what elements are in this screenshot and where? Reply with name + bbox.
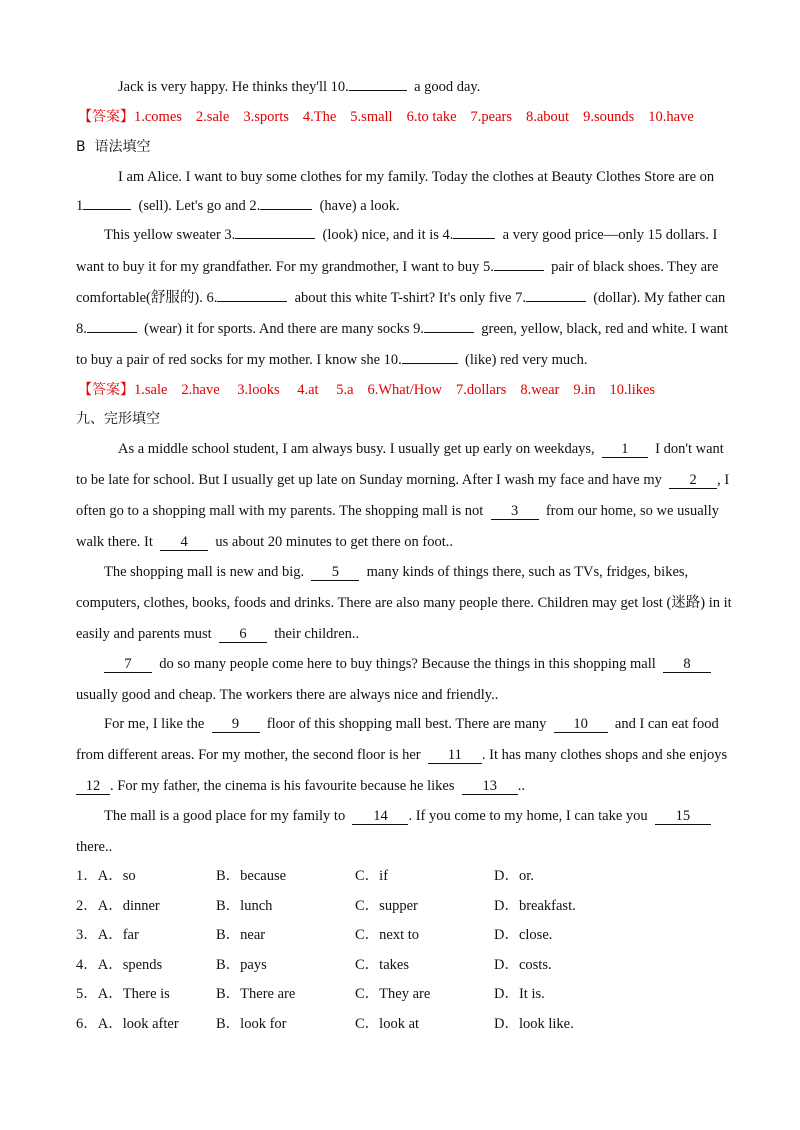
answer-option[interactable]: C．if bbox=[355, 868, 389, 884]
passage-line bbox=[76, 777, 726, 795]
answer-option[interactable]: D．breakfast. bbox=[494, 898, 576, 914]
answer-blank[interactable]: 1 bbox=[602, 442, 648, 458]
passage-text: to be late for school. But I usually get up late on Sunday morning. After I wash my face and have my bbox=[76, 472, 670, 488]
passage-text: 1 bbox=[76, 198, 84, 214]
answer-blank[interactable]: 12 bbox=[76, 779, 110, 795]
passage-line bbox=[76, 686, 726, 704]
answer-key-item: 8.about bbox=[526, 109, 570, 125]
answer-blank[interactable]: 5 bbox=[311, 565, 359, 581]
answer-option[interactable]: D．It is. bbox=[494, 986, 545, 1002]
answer-blank[interactable] bbox=[494, 270, 544, 271]
passage-text: , I bbox=[717, 472, 730, 488]
answer-option[interactable]: 2．A．dinner bbox=[76, 898, 160, 914]
answer-option[interactable]: D．look like. bbox=[494, 1016, 574, 1032]
answer-key-item: 2.sale bbox=[195, 109, 230, 125]
passage-text: computers, clothes, books, foods and drinks. There are also many people there. Children may get lost (迷路) in it bbox=[76, 595, 732, 611]
answer-key-item: 4.at bbox=[293, 382, 319, 398]
answer-blank[interactable] bbox=[402, 363, 458, 364]
answer-option[interactable]: 5．A．There is bbox=[76, 986, 170, 1002]
passage-text: I am Alice. I want to buy some clothes for my family. Today the clothes at Beauty Clothes Store are on bbox=[118, 169, 715, 185]
answer-option[interactable]: B．pays bbox=[216, 957, 267, 973]
answer-key-item: 1.sale bbox=[134, 382, 168, 398]
passage-text: (wear) it for sports. And there are many socks 9. bbox=[136, 321, 424, 337]
passage-line bbox=[76, 197, 726, 215]
answer-blank[interactable] bbox=[349, 90, 407, 91]
answer-blank[interactable]: 8 bbox=[663, 657, 711, 673]
passage-text: For me, I like the bbox=[104, 716, 212, 732]
answer-option[interactable]: 3．A．far bbox=[76, 927, 139, 943]
answer-key-item: 6.What/How bbox=[367, 382, 442, 398]
passage-line bbox=[76, 655, 754, 673]
answer-blank[interactable]: 6 bbox=[219, 627, 267, 643]
passage-text: Jack is very happy. He thinks they'll 10. bbox=[118, 79, 349, 95]
question-options-row bbox=[76, 897, 726, 915]
passage-line bbox=[76, 440, 768, 458]
answer-blank[interactable] bbox=[235, 238, 315, 239]
passage-line bbox=[76, 168, 768, 186]
passage-text: about this white T-shirt? It's only five 7. bbox=[287, 290, 526, 306]
answer-option[interactable]: B．look for bbox=[216, 1016, 287, 1032]
answer-key-item: 3.looks bbox=[233, 382, 280, 398]
answer-key-label: 【答案】 bbox=[78, 382, 134, 398]
passage-line bbox=[76, 563, 754, 581]
passage-text: a very good price—only 15 dollars. I bbox=[495, 227, 718, 243]
answer-key-line bbox=[78, 381, 728, 399]
answer-key-item: 9.sounds bbox=[583, 109, 635, 125]
answer-blank[interactable] bbox=[526, 301, 586, 302]
answer-option[interactable]: B．lunch bbox=[216, 898, 273, 914]
passage-text: floor of this shopping mall best. There are many bbox=[259, 716, 554, 732]
passage-text: there.. bbox=[76, 839, 113, 855]
answer-option[interactable]: C．supper bbox=[355, 898, 418, 914]
passage-text: easily and parents must bbox=[76, 626, 219, 642]
passage-text: from our home, so we usually bbox=[538, 503, 719, 519]
passage-text: (sell). Let's go and 2. bbox=[131, 198, 261, 214]
answer-blank[interactable]: 4 bbox=[160, 535, 208, 551]
passage-text: This yellow sweater 3. bbox=[104, 227, 236, 243]
question-options-row bbox=[76, 867, 726, 885]
passage-line bbox=[76, 807, 754, 825]
passage-line bbox=[76, 258, 726, 276]
passage-text: (dollar). My father can bbox=[585, 290, 726, 306]
answer-key-item: 4.The bbox=[302, 109, 337, 125]
passage-text: a good day. bbox=[406, 79, 481, 95]
question-options-row bbox=[76, 1015, 726, 1033]
answer-key-item: 5.small bbox=[350, 109, 393, 125]
passage-text: . If you come to my home, I can take you bbox=[408, 808, 655, 824]
passage-text: . For my father, the cinema is his favourite because he likes bbox=[110, 778, 462, 794]
passage-text: comfortable(舒服的). 6. bbox=[76, 290, 218, 306]
answer-blank[interactable]: 2 bbox=[669, 473, 717, 489]
answer-option[interactable]: 1．A．so bbox=[76, 868, 136, 884]
answer-blank[interactable] bbox=[87, 332, 137, 333]
answer-blank[interactable]: 14 bbox=[352, 809, 408, 825]
passage-text: and I can eat food bbox=[607, 716, 719, 732]
answer-option[interactable]: 6．A．look after bbox=[76, 1016, 179, 1032]
answer-option[interactable]: B．because bbox=[216, 868, 287, 884]
passage-text: us about 20 minutes to get there on foot.. bbox=[208, 534, 454, 550]
passage-line bbox=[76, 502, 726, 520]
answer-blank[interactable]: 15 bbox=[655, 809, 711, 825]
answer-key-item: 3.sports bbox=[243, 109, 289, 125]
answer-blank[interactable] bbox=[453, 238, 495, 239]
passage-line bbox=[76, 78, 768, 96]
answer-option[interactable]: B．near bbox=[216, 927, 266, 943]
answer-option[interactable]: D．costs. bbox=[494, 957, 552, 973]
section-heading bbox=[76, 138, 726, 156]
answer-option[interactable]: D．close. bbox=[494, 927, 553, 943]
passage-text: pair of black shoes. They are bbox=[543, 259, 719, 275]
answer-blank[interactable] bbox=[260, 209, 312, 210]
passage-text: often go to a shopping mall with my parents. The shopping mall is not bbox=[76, 503, 491, 519]
passage-line bbox=[76, 746, 726, 764]
passage-line bbox=[76, 471, 730, 489]
answer-blank[interactable]: 13 bbox=[462, 779, 518, 795]
question-options-row bbox=[76, 985, 726, 1003]
passage-line bbox=[76, 351, 726, 369]
answer-blank[interactable]: 10 bbox=[554, 717, 608, 733]
answer-key-item: 2.have bbox=[181, 382, 220, 398]
passage-text: green, yellow, black, red and white. I want bbox=[473, 321, 728, 337]
answer-blank[interactable]: 3 bbox=[491, 504, 539, 520]
answer-option[interactable]: C．They are bbox=[355, 986, 431, 1002]
answer-option[interactable]: B．There are bbox=[216, 986, 296, 1002]
passage-line bbox=[76, 625, 726, 643]
passage-text: .. bbox=[517, 778, 525, 794]
passage-text: The shopping mall is new and big. bbox=[104, 564, 312, 580]
answer-blank[interactable]: 11 bbox=[428, 748, 482, 764]
passage-text: (have) a look. bbox=[312, 198, 400, 214]
answer-blank[interactable] bbox=[217, 301, 287, 302]
answer-blank[interactable]: 9 bbox=[212, 717, 260, 733]
answer-key-item: 1.comes bbox=[134, 109, 182, 125]
answer-key-item: 10.likes bbox=[609, 382, 656, 398]
answer-option[interactable]: C．look at bbox=[355, 1016, 420, 1032]
answer-key-item: 6.to take bbox=[406, 109, 457, 125]
passage-text: from different areas. For my mother, the second floor is her bbox=[76, 747, 428, 763]
answer-key-item: 10.have bbox=[648, 109, 694, 125]
answer-option[interactable]: 4．A．spends bbox=[76, 957, 163, 973]
passage-line bbox=[76, 533, 726, 551]
passage-text: walk there. It bbox=[76, 534, 161, 550]
passage-line bbox=[76, 289, 726, 307]
answer-option[interactable]: C．takes bbox=[355, 957, 409, 973]
passage-text: their children.. bbox=[266, 626, 360, 642]
passage-text: I don't want bbox=[647, 441, 724, 457]
passage-line bbox=[76, 838, 726, 856]
passage-text: many kinds of things there, such as TVs, fridges, bikes, bbox=[359, 564, 689, 580]
answer-blank[interactable]: 7 bbox=[104, 657, 152, 673]
passage-line bbox=[76, 320, 726, 338]
passage-line bbox=[76, 226, 754, 244]
answer-key-label: 【答案】 bbox=[78, 109, 134, 125]
answer-option[interactable]: C．next to bbox=[355, 927, 420, 943]
passage-text: 8. bbox=[76, 321, 87, 337]
question-options-row bbox=[76, 956, 726, 974]
passage-text: B 语法填空 bbox=[76, 139, 151, 155]
answer-key-line bbox=[78, 108, 728, 126]
passage-text: 九、完形填空 bbox=[76, 411, 160, 427]
answer-key-item: 9.in bbox=[573, 382, 596, 398]
section-heading bbox=[76, 410, 726, 428]
passage-text: want to buy it for my grandfather. For my grandmother, I want to buy 5. bbox=[76, 259, 494, 275]
passage-text: usually good and cheap. The workers there are always nice and friendly.. bbox=[76, 687, 499, 703]
passage-text: do so many people come here to buy things? Because the things in this shopping mall bbox=[152, 656, 664, 672]
answer-option[interactable]: D．or. bbox=[494, 868, 534, 884]
answer-key-item: 7.pears bbox=[470, 109, 512, 125]
passage-text: to buy a pair of red socks for my mother. I know she 10. bbox=[76, 352, 402, 368]
answer-blank[interactable] bbox=[83, 209, 131, 210]
passage-text: The mall is a good place for my family to bbox=[104, 808, 353, 824]
answer-blank[interactable] bbox=[424, 332, 474, 333]
passage-text: . It has many clothes shops and she enjoys bbox=[481, 747, 728, 763]
passage-text: (like) red very much. bbox=[457, 352, 588, 368]
passage-line bbox=[76, 594, 732, 612]
question-options-row bbox=[76, 926, 726, 944]
answer-key-item: 5.a bbox=[332, 382, 354, 398]
answer-key-item: 7.dollars bbox=[456, 382, 507, 398]
passage-text: (look) nice, and it is 4. bbox=[315, 227, 454, 243]
passage-text: As a middle school student, I am always busy. I usually get up early on weekdays, bbox=[118, 441, 602, 457]
passage-line bbox=[76, 715, 754, 733]
answer-key-item: 8.wear bbox=[520, 382, 560, 398]
